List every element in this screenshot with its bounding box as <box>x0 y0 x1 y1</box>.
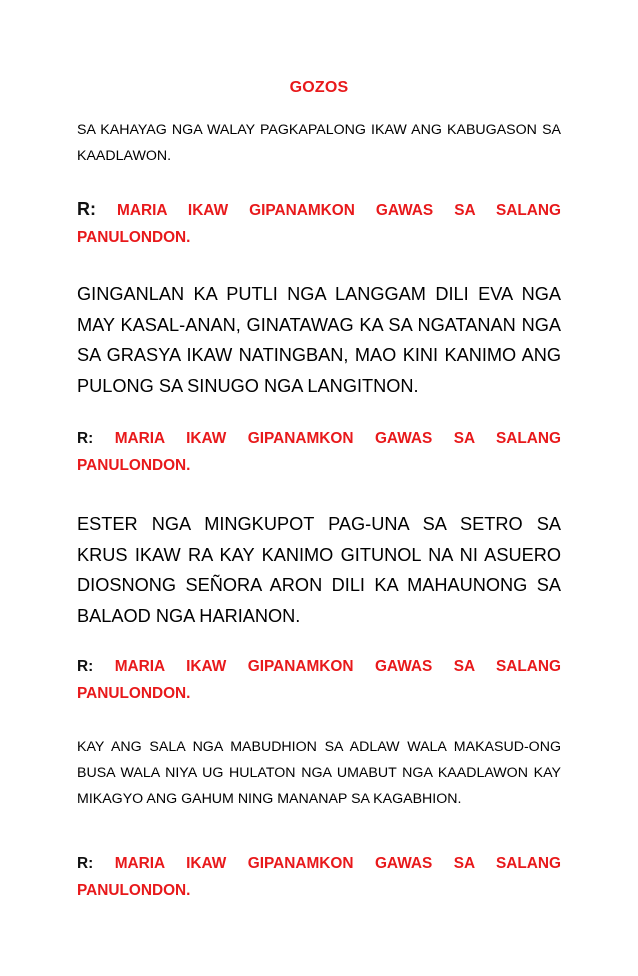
verse-1: SA KAHAYAG NGA WALAY PAGKAPALONG IKAW ANG KABUGASON SA KAADLAWON. <box>77 122 561 164</box>
verse-2: GINGANLAN KA PUTLI NGA LANGGAM DILI EVA NGA MAY KASAL-ANAN, GINATAWAG KA SA NGATANAN NGA SA GRASYA IKAW NATINGBAN, MAO KINI KANIMO ANG PULONG SA SINUGO NGA LANGITNON. <box>77 284 561 396</box>
refrain-text: MARIA IKAW GIPANAMKON GAWAS SA SALANG PANULONDON. <box>77 658 561 702</box>
refrain-2 <box>77 425 561 479</box>
refrain-prefix: R: <box>77 855 94 872</box>
page-title: GOZOS <box>289 79 349 96</box>
refrain-text: MARIA IKAW GIPANAMKON GAWAS SA SALANG PANULONDON. <box>77 855 561 899</box>
refrain-4 <box>77 850 561 904</box>
refrain-prefix: R: <box>77 430 94 447</box>
refrain-prefix: R: <box>77 658 94 675</box>
verse-3: ESTER NGA MINGKUPOT PAG-UNA SA SETRO SA KRUS IKAW RA KAY KANIMO GITUNOL NA NI ASUERO DIOSNONG SEÑORA ARON DILI KA MAHAUNONG SA BALAOD NGA HARIANON. <box>77 514 561 626</box>
refrain-prefix: R: <box>77 199 96 219</box>
refrain-text: MARIA IKAW GIPANAMKON GAWAS SA SALANG PANULONDON. <box>77 430 561 474</box>
refrain-1 <box>77 196 561 251</box>
verse-4: KAY ANG SALA NGA MABUDHION SA ADLAW WALA MAKASUD-ONG BUSA WALA NIYA UG HULATON NGA UMABUT NGA KAADLAWON KAY MIKAGYO ANG GAHUM NING MANANAP SA KAGABHION. <box>77 739 561 807</box>
refrain-text: MARIA IKAW GIPANAMKON GAWAS SA SALANG PANULONDON. <box>77 202 562 246</box>
refrain-3 <box>77 653 561 707</box>
